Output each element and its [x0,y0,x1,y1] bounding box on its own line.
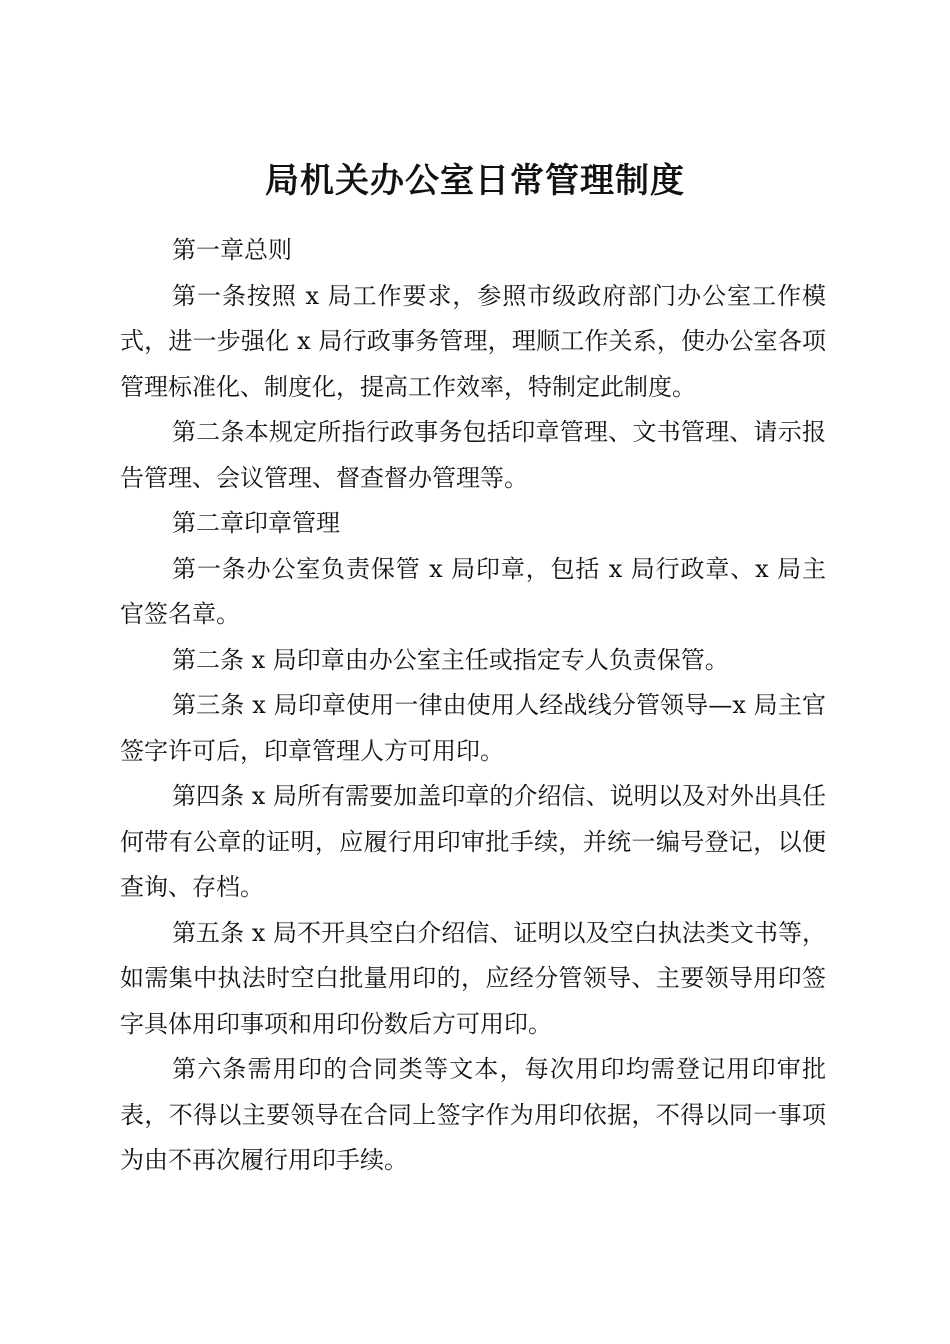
article-paragraph: 第三条 x 局印章使用一律由使用人经战线分管领导—x 局主官签字许可后，印章管理人方可用印。 [120,691,826,765]
article-paragraph: 第二条本规定所指行政事务包括印章管理、文书管理、请示报告管理、会议管理、督查督办管理等。 [120,418,826,492]
chapter-heading: 第一章总则 [172,236,292,264]
document-title: 局机关办公室日常管理制度 [265,160,685,201]
article-paragraph: 第六条需用印的合同类等文本，每次用印均需登记用印审批表，不得以主要领导在合同上签字作为用印依据，不得以同一事项为由不再次履行用印手续。 [120,1055,826,1174]
chapter-heading: 第二章印章管理 [172,509,340,537]
article-paragraph: 第一条办公室负责保管 x 局印章，包括 x 局行政章、x 局主官签名章。 [120,554,826,628]
article-paragraph: 第五条 x 局不开具空白介绍信、证明以及空白执法类文书等，如需集中执法时空白批量用印的，应经分管领导、主要领导用印签字具体用印事项和用印份数后方可用印。 [120,918,826,1038]
article-paragraph: 第一条按照 x 局工作要求，参照市级政府部门办公室工作模式，进一步强化 x 局行政事务管理，理顺工作关系，使办公室各项管理标准化、制度化，提高工作效率，特制定此制度。 [120,281,826,401]
article-paragraph: 第二条 x 局印章由办公室主任或指定专人负责保管。 [172,645,729,674]
article-paragraph: 第四条 x 局所有需要加盖印章的介绍信、说明以及对外出具任何带有公章的证明，应履行用印审批手续，并统一编号登记，以便查询、存档。 [120,782,826,901]
document-body [120,228,826,1184]
